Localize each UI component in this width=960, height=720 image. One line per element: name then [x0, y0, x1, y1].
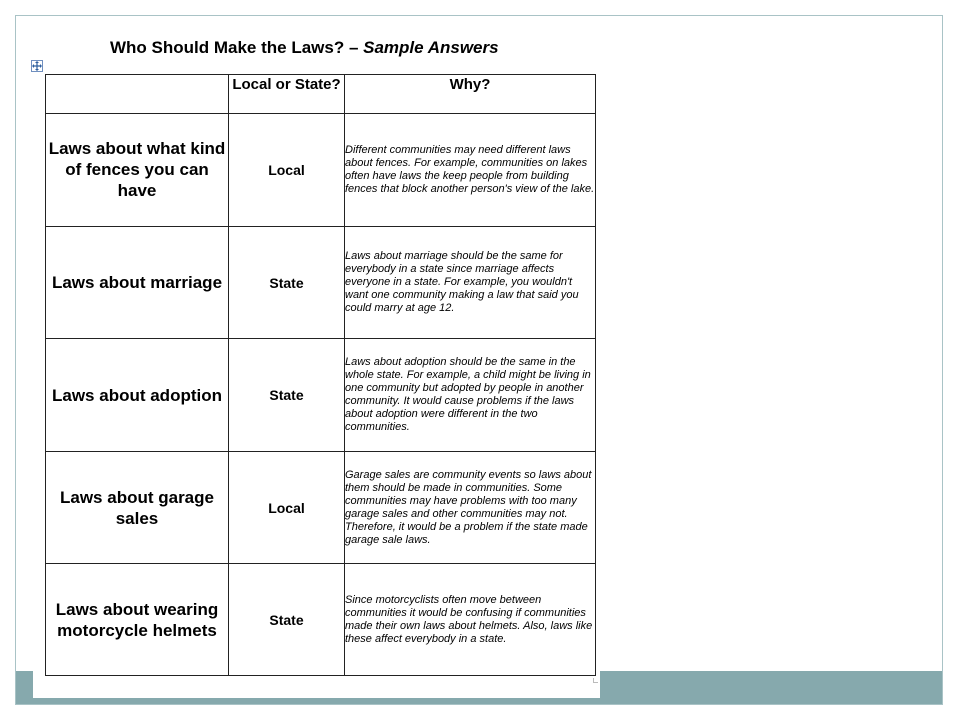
row-why: Laws about adoption should be the same in the whole state. For example, a child might be living in one community but adopted by people in another community. It would cause problems if the laws about adoption were different in the two communities.	[345, 339, 596, 452]
row-why: Laws about marriage should be the same for everybody in a state since marriage affects everyone in a state. For example, you wouldn't want one community making a law that said you could marry at age 12.	[345, 226, 596, 339]
row-level: State	[229, 564, 345, 676]
table-row	[46, 564, 596, 676]
row-why: Garage sales are community events so laws about them should be made in communities. Some communities may have problems with too many garage sales and other communities may not. Therefore, it would be a problem if the state made garage sale laws.	[345, 451, 596, 564]
title-italic: Sample Answers	[363, 38, 499, 57]
table-row	[46, 226, 596, 339]
row-topic: Laws about what kind of fences you can have	[46, 114, 229, 227]
title-main: Who Should Make the Laws? –	[110, 38, 364, 57]
row-level: Local	[229, 114, 345, 227]
page-corner-mark	[593, 678, 598, 683]
row-level: State	[229, 339, 345, 452]
row-why: Different communities may need different laws about fences. For example, communities on lakes often have laws the keep people from building fences that block another person's view of the lake.	[345, 114, 596, 227]
document-title	[110, 38, 499, 58]
table-row	[46, 114, 596, 227]
row-level: State	[229, 226, 345, 339]
row-topic: Laws about adoption	[46, 339, 229, 452]
row-topic: Laws about wearing motorcycle helmets	[46, 564, 229, 676]
header-why: Why?	[345, 75, 596, 114]
table-header-row	[46, 75, 596, 114]
table-row	[46, 339, 596, 452]
row-why: Since motorcyclists often move between communities it would be confusing if communities made their own laws about helmets. Also, laws like these affect everybody in a state.	[345, 564, 596, 676]
table-move-icon[interactable]	[31, 60, 43, 72]
table-row	[46, 451, 596, 564]
row-topic: Laws about garage sales	[46, 451, 229, 564]
row-topic: Laws about marriage	[46, 226, 229, 339]
row-level: Local	[229, 451, 345, 564]
laws-table	[45, 74, 596, 676]
header-local-or-state: Local or State?	[229, 75, 345, 114]
header-topic	[46, 75, 229, 114]
